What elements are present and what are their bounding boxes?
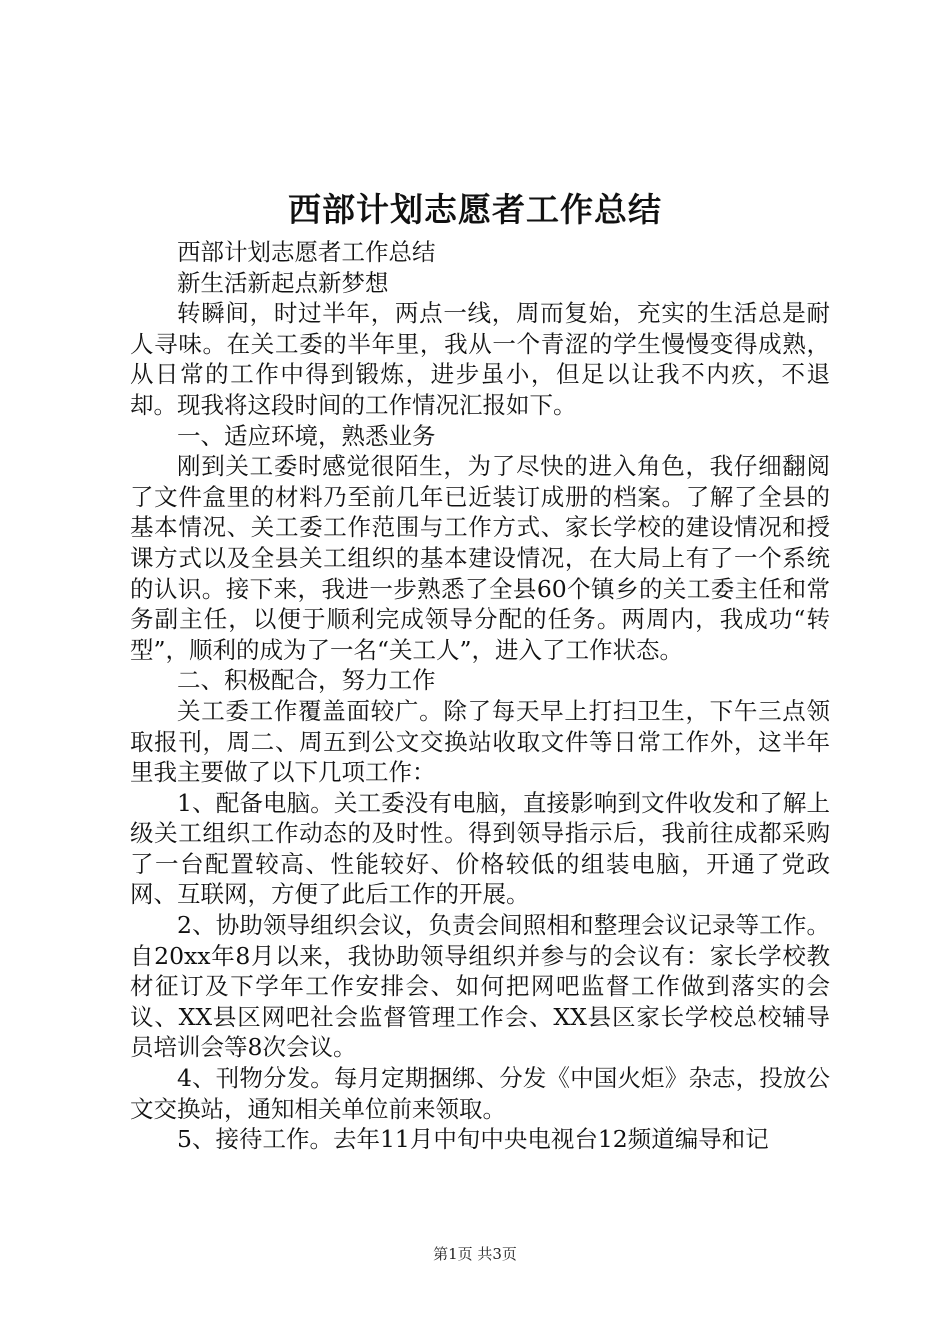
body-paragraph: 新生活新起点新梦想: [177, 268, 389, 297]
section-heading: 二、积极配合，努力工作: [177, 666, 436, 695]
body-paragraph: 2、协助领导组织会议，负责会间照相和整理会议记录等工作。自20xx年8月以来，我协助领导组织并参与的会议有：家长学校教材征订及下学年工作安排会、如何把网吧监督工作做到落实的会议、XX县区网吧社会监督管理工作会、XX县区家长学校总校辅导员培训会等8次会议。: [130, 911, 830, 1062]
body-paragraph: 4、刊物分发。每月定期捆绑、分发《中国火炬》杂志，投放公文交换站，通知相关单位前来领取。: [130, 1064, 830, 1123]
document-body: [130, 237, 830, 1155]
body-paragraph: 5、接待工作。去年11月中旬中央电视台12频道编导和记: [177, 1125, 769, 1154]
body-paragraph: 西部计划志愿者工作总结: [177, 238, 436, 266]
body-paragraph: 刚到关工委时感觉很陌生，为了尽快的进入角色，我仔细翻阅了文件盒里的材料乃至前几年已近装订成册的档案。了解了全县的基本情况、关工委工作范围与工作方式、家长学校的建设情况和授课方式以及全县关工组织的基本建设情况，在大局上有了一个系统的认识。接下来，我进一步熟悉了全县60个镇乡的关工委主任和常务副主任，以便于顺利完成领导分配的任务。两周内，我成功“转型”，顺利的成为了一名“关工人”，进入了工作状态。: [130, 452, 830, 664]
body-paragraph: 1、配备电脑。关工委没有电脑，直接影响到文件收发和了解上级关工组织工作动态的及时性。得到领导指示后，我前往成都采购了一台配置较高、性能较好、价格较低的组装电脑，开通了党政网、互联网，方便了此后工作的开展。: [130, 788, 830, 909]
page-number-footer: 第1页 共3页: [433, 1245, 517, 1263]
section-heading: 一、适应环境，熟悉业务: [177, 421, 436, 450]
document-title: 西部计划志愿者工作总结: [288, 190, 662, 229]
body-paragraph: 转瞬间，时过半年，两点一线，周而复始，充实的生活总是耐人寻味。在关工委的半年里，我从一个青涩的学生慢慢变得成熟，从日常的工作中得到锻炼，进步虽小，但足以让我不内疚，不退却。现我将这段时间的工作情况汇报如下。: [130, 299, 830, 419]
body-paragraph: 关工委工作覆盖面较广。除了每天早上打扫卫生，下午三点领取报刊，周二、周五到公文交换站收取文件等日常工作外，这半年里我主要做了以下几项工作：: [130, 696, 830, 787]
